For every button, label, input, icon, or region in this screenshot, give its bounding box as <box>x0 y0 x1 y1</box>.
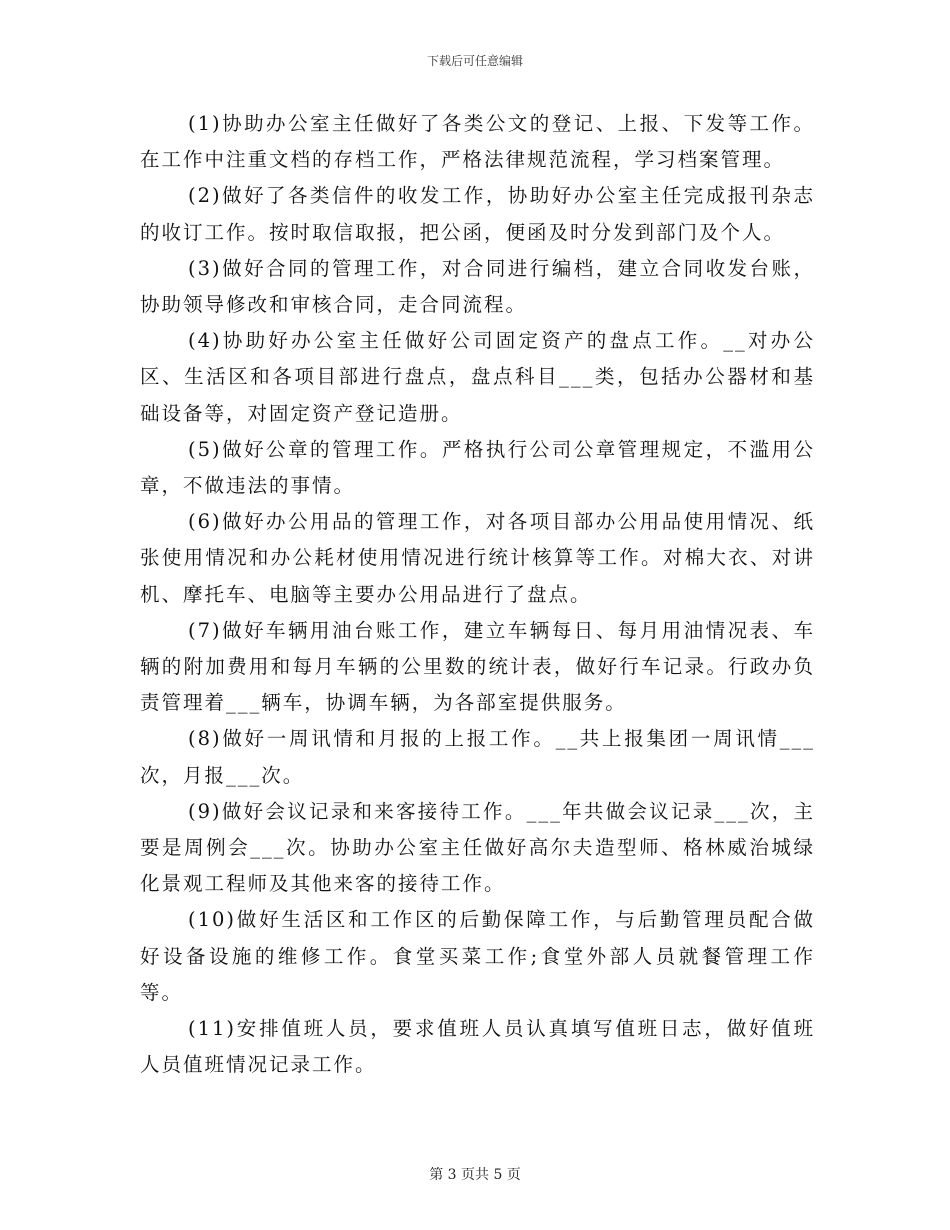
document-body <box>140 106 815 1083</box>
paragraph-4: (4)协助好办公室主任做好公司固定资产的盘点工作。__对办公区、生活区和各项目部进行盘点，盘点科目___类，包括办公器材和基础设备等，对固定资产登记造册。 <box>140 329 815 425</box>
page-header: 下载后可任意编辑 <box>426 54 523 68</box>
paragraph-1: (1)协助办公室主任做好了各类公文的登记、上报、下发等工作。在工作中注重文档的存档工作，严格法律规范流程，学习档案管理。 <box>140 112 815 172</box>
paragraph-10: (10)做好生活区和工作区的后勤保障工作，与后勤管理员配合做好设备设施的维修工作。食堂买菜工作;食堂外部人员就餐管理工作等。 <box>140 908 815 1004</box>
paragraph-5: (5)做好公章的管理工作。严格执行公司公章管理规定，不滥用公章，不做违法的事情。 <box>140 437 815 498</box>
paragraph-6: (6)做好办公用品的管理工作，对各项目部办公用品使用情况、纸张使用情况和办公耗材使用情况进行统计核算等工作。对棉大衣、对讲机、摩托车、电脑等主要办公用品进行了盘点。 <box>140 510 815 606</box>
paragraph-8: (8)做好一周讯情和月报的上报工作。__共上报集团一周讯情___次，月报___次。 <box>140 727 815 787</box>
paragraph-9: (9)做好会议记录和来客接待工作。___年共做会议记录___次，主要是周例会___次。协助办公室主任做好高尔夫造型师、格林威治城绿化景观工程师及其他来客的接待工作。 <box>140 799 815 896</box>
paragraph-11: (11)安排值班人员，要求值班人员认真填写值班日志，做好值班人员值班情况记录工作。 <box>140 1017 815 1077</box>
paragraph-7: (7)做好车辆用油台账工作，建立车辆每日、每月用油情况表、车辆的附加费用和每月车辆的公里数的统计表，做好行车记录。行政办负责管理着___辆车，协调车辆，为各部室提供服务。 <box>140 618 815 715</box>
page-number: 第 3 页共 5 页 <box>429 1167 521 1183</box>
paragraph-3: (3)做好合同的管理工作，对合同进行编档，建立合同收发台账，协助领导修改和审核合同，走合同流程。 <box>140 256 815 317</box>
paragraph-2: (2)做好了各类信件的收发工作，协助好办公室主任完成报刊杂志的收订工作。按时取信取报，把公函，便函及时分发到部门及个人。 <box>140 184 815 244</box>
